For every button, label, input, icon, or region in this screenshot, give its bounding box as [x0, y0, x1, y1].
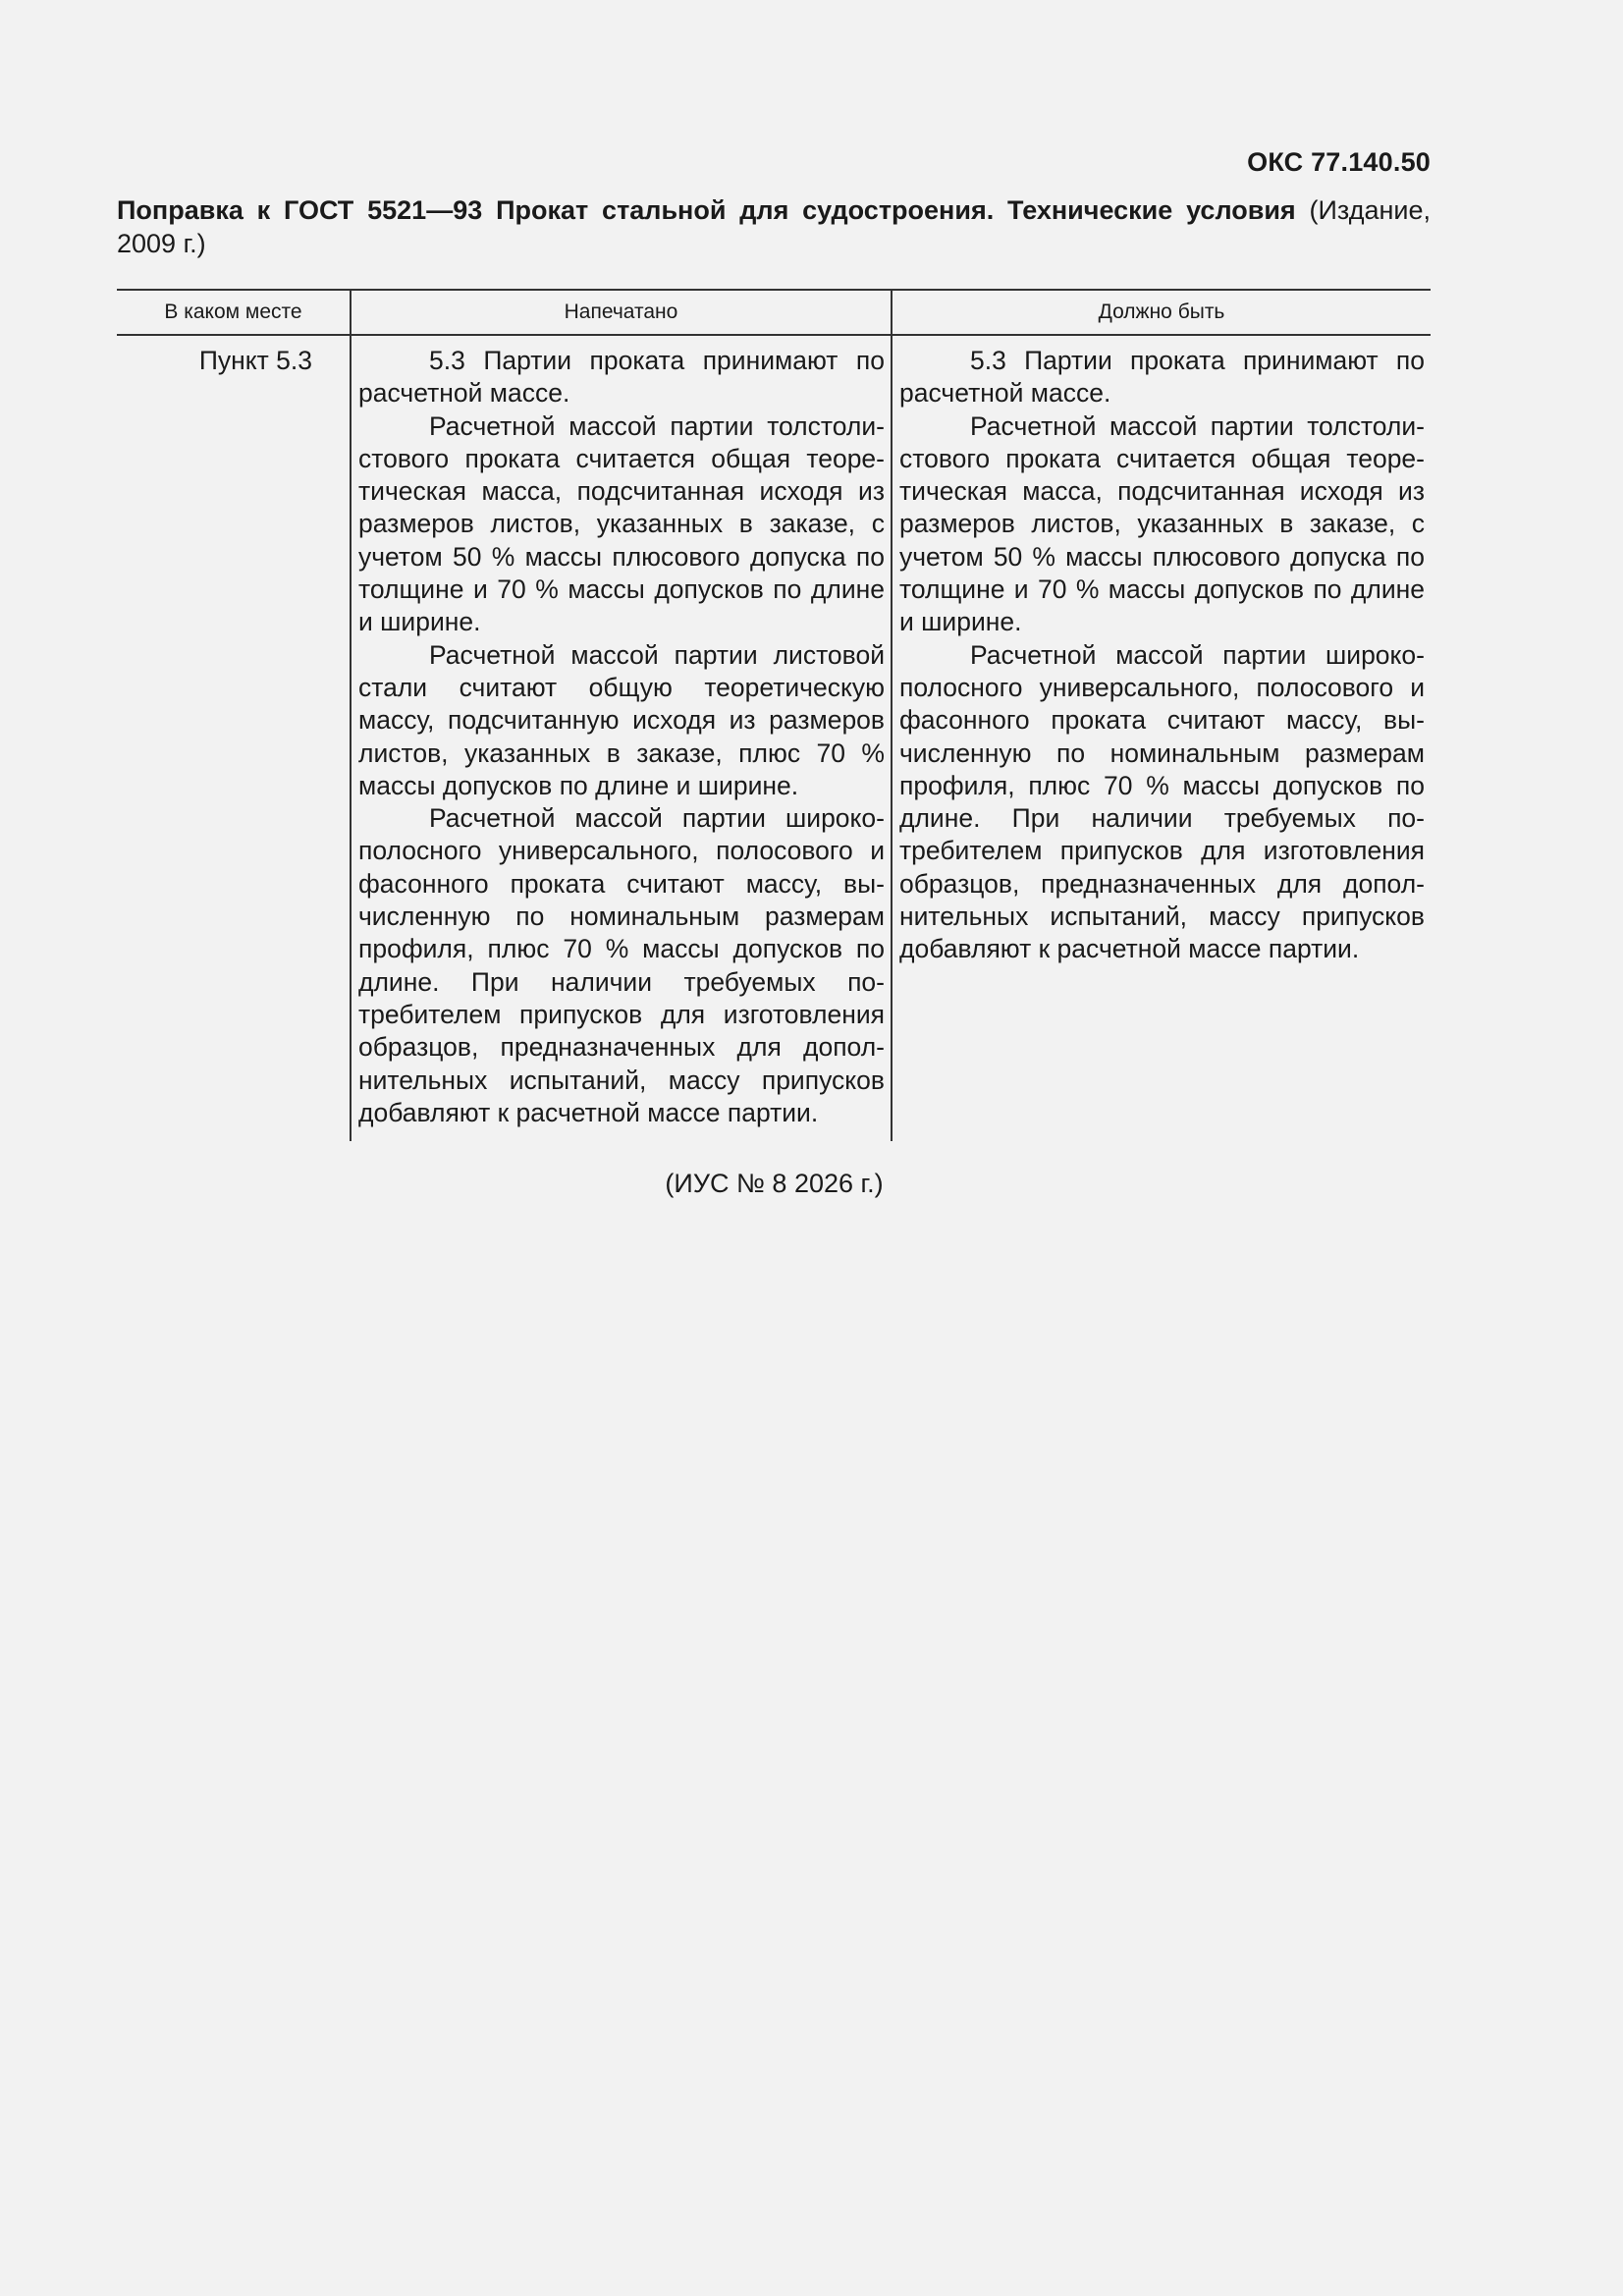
printed-paragraph: Расчетной массой партии широкополосного универсального, полосового и фасонного проката считают массу, вычисленную по номинальным размерам профиля, плюс 70 % массы допусков по длине. При наличии требуемых потребителем припусков для изготовления образцов, предназначенных для дополнительных испытаний, массу припусков добавляют к расчетной массе партии.	[358, 803, 885, 1127]
amendment-table	[117, 289, 1431, 1141]
document-title-bold: Поправка к ГОСТ 5521—93 Прокат стальной для судостроения. Технические условия	[117, 195, 1296, 225]
should-be-paragraph: Расчетной массой партии широкополосного универсального, полосового и фасонного проката считают массу, вычисленную по номинальным размерам профиля, плюс 70 % массы допусков по длине. При наличии требуемых потребителем припусков для изготовления образцов, предназначенных для дополнительных испытаний, массу припусков добавляют к расчетной массе партии.	[899, 639, 1425, 964]
printed-paragraph: Расчетной массой партии толстолистового проката считается общая теоретическая масса, подсчитанная исходя из размеров листов, указанных в заказе, с учетом 50 % массы плюсового допуска по толщине и 70 % массы допусков по длине и ширине.	[358, 410, 885, 637]
should-be-paragraph: Расчетной массой партии толстолистового проката считается общая теоретическая масса, подсчитанная исходя из размеров листов, указанных в заказе, с учетом 50 % массы плюсового допуска по толщине и 70 % массы допусков по длине и ширине.	[899, 410, 1425, 637]
document-title	[117, 193, 1431, 260]
printed-paragraph: Расчетной массой партии листовой стали считают общую теоретическую массу, подсчитанную исходя из размеров листов, указанных в заказе, плюс 70 % массы допусков по длине и ширине.	[358, 639, 885, 800]
header-should-be: Должно быть	[892, 290, 1431, 335]
table-row	[117, 335, 1431, 1141]
cell-printed	[351, 335, 892, 1141]
header-place: В каком месте	[117, 290, 351, 335]
printed-paragraph: 5.3 Партии проката принимают по расчетной массе.	[358, 346, 885, 409]
cell-place: Пункт 5.3	[198, 346, 312, 375]
ius-reference: (ИУС № 8 2026 г.)	[665, 1169, 884, 1198]
table-header-row	[117, 290, 1431, 335]
document-title-edition: (Издание, 2009 г.)	[117, 195, 1431, 258]
cell-should-be	[892, 335, 1431, 1141]
should-be-paragraph: 5.3 Партии проката принимают по расчетной массе.	[899, 346, 1425, 409]
oks-code: ОКС 77.140.50	[1247, 147, 1431, 177]
header-printed: Напечатано	[351, 290, 892, 335]
